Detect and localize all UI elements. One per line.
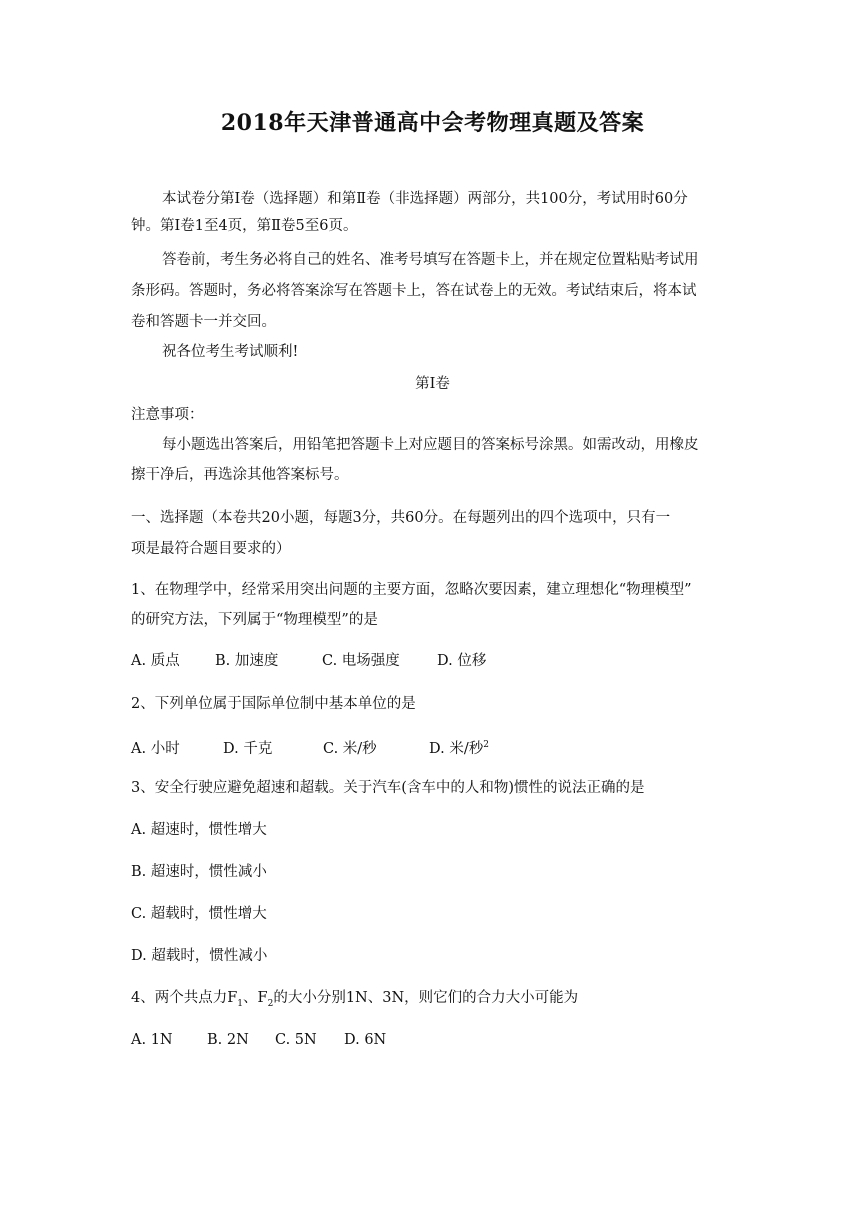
notes-heading: 注意事项： <box>131 407 204 423</box>
question-1-option: A. 质点 <box>131 653 180 669</box>
question-4-stem-part: 4、两个共点力F <box>131 990 238 1006</box>
question-3-option: D. 超载时，惯性减小 <box>131 948 268 964</box>
question-2-option: C. 米/秒 <box>323 740 377 757</box>
question-1-option: D. 位移 <box>437 653 487 669</box>
intro-paragraph-2-line-1: 答卷前，考生务必将自己的姓名、准考号填写在答题卡上，并在规定位置粘贴考试用 <box>162 252 699 268</box>
intro-paragraph-1-line-1: 本试卷分第Ⅰ卷（选择题）和第Ⅱ卷（非选择题）两部分，共100分，考试用时60分 <box>162 191 688 207</box>
question-1-option: B. 加速度 <box>215 653 279 669</box>
question-2-option: A. 小时 <box>131 740 180 757</box>
question-3-option: B. 超速时，惯性减小 <box>131 864 267 880</box>
question-3-option: A. 超速时，惯性增大 <box>131 822 267 838</box>
intro-paragraph-2-line-2: 条形码。答题时，务必将答案涂写在答题卡上，答在试卷上的无效。考试结束后，将本试 <box>131 283 697 299</box>
page-title: 2018年天津普通高中会考物理真题及答案 <box>220 110 645 136</box>
question-4-stem-part: 、F <box>243 990 268 1006</box>
intro-paragraph-1-line-2: 钟。第Ⅰ卷1至4页，第Ⅱ卷5至6页。 <box>131 218 358 234</box>
question-4-option: C. 5N <box>275 1032 317 1048</box>
question-3-stem: 3、安全行驶应避免超速和超载。关于汽车(含车中的人和物)惯性的说法正确的是 <box>131 780 645 796</box>
question-1-options <box>131 651 486 671</box>
question-1-stem-line-1: 1、在物理学中，经常采用突出问题的主要方面，忽略次要因素，建立理想化“物理模型” <box>131 582 692 598</box>
question-2-option: D. 米/秒 <box>429 740 484 757</box>
question-4-stem-part: 的大小分别1N、3N，则它们的合力大小可能为 <box>273 990 579 1006</box>
intro-paragraph-3: 祝各位考生考试顺利! <box>162 344 299 360</box>
section-title: 第Ⅰ卷 <box>415 376 450 392</box>
intro-paragraph-2-line-3: 卷和答题卡一并交回。 <box>131 314 276 330</box>
subscript: 2 <box>267 998 274 1009</box>
question-4-option: A. 1N <box>131 1032 173 1048</box>
part1-heading-line-2: 项是最符合题目要求的） <box>131 541 291 557</box>
question-3-option: C. 超载时，惯性增大 <box>131 906 267 922</box>
notes-line-1: 每小题选出答案后，用铅笔把答题卡上对应题目的答案标号涂黑。如需改动，用橡皮 <box>162 437 699 453</box>
notes-line-2: 擦干净后，再选涂其他答案标号。 <box>131 467 349 483</box>
question-4-option: D. 6N <box>344 1032 387 1048</box>
question-1-stem-line-2: 的研究方法，下列属于“物理模型”的是 <box>131 612 378 628</box>
part1-heading-line-1: 一、选择题（本卷共20小题，每题3分，共60分。在每题列出的四个选项中，只有一 <box>131 510 671 526</box>
question-4-options <box>131 1030 386 1050</box>
question-2-stem: 2、下列单位属于国际单位制中基本单位的是 <box>131 696 416 712</box>
subscript: 1 <box>237 998 244 1009</box>
question-2-options <box>131 735 489 759</box>
question-4-option: B. 2N <box>207 1032 249 1048</box>
question-4-stem <box>131 988 578 1014</box>
question-2-option: D. 千克 <box>223 740 273 757</box>
superscript: 2 <box>483 740 489 750</box>
question-1-option: C. 电场强度 <box>322 653 400 669</box>
